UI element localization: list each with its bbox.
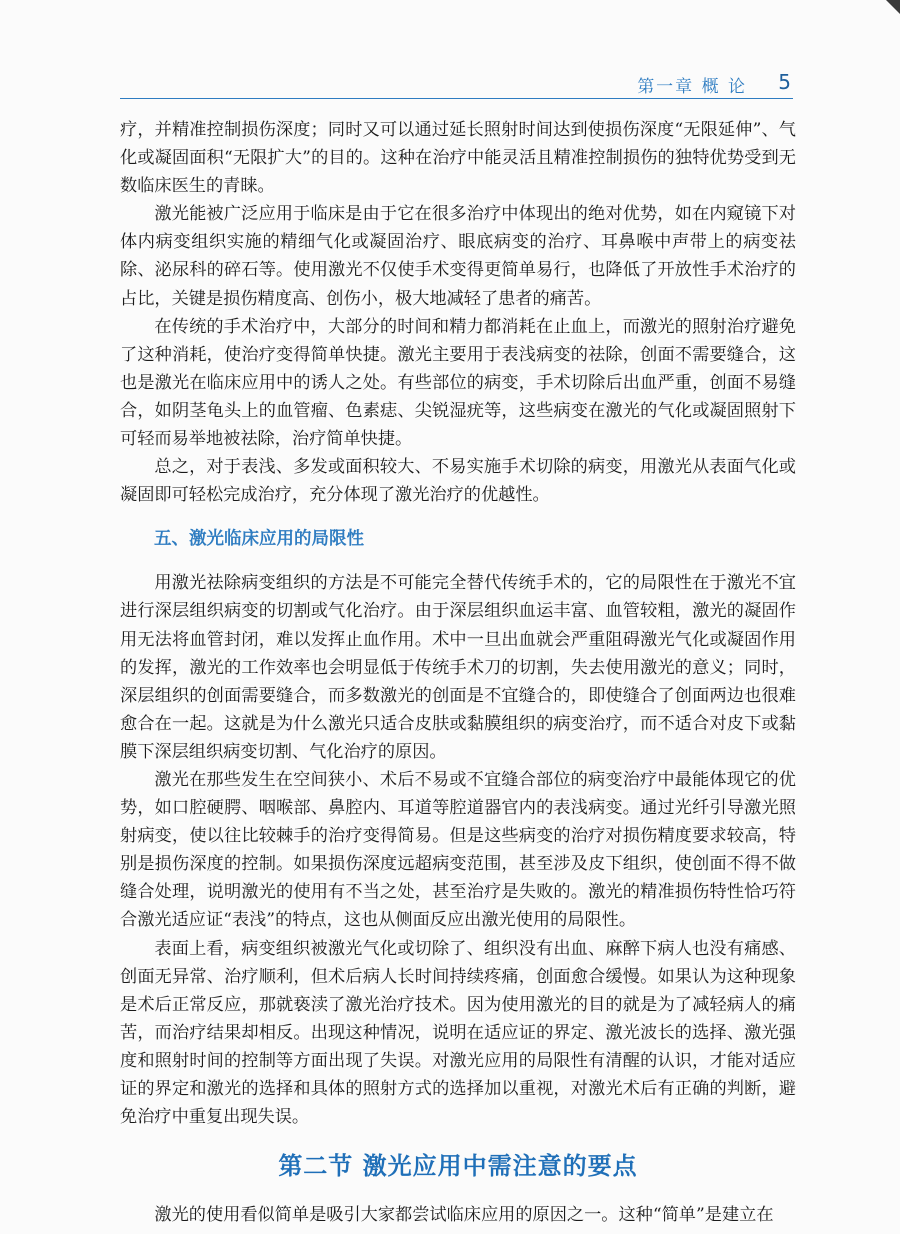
section-title: 第二节 激光应用中需注意的要点 bbox=[278, 1152, 638, 1181]
paragraph: 用激光祛除病变组织的方法是不可能完全替代传统手术的，它的局限性在于激光不宜进行深层组织病变的切割或气化治疗。由于深层组织血运丰富、血管较粗，激光的凝固作用无法将血管封闭，难以发挥止血作用。术中一旦出血就会严重阻碍激光气化或凝固作用的发挥，激光的工作效率也会明显低于传统手术刀的切割，失去使用激光的意义；同时，深层组织的创面需要缝合，而多数激光的创面是不宜缝合的，即使缝合了创面两边也很难愈合在一起。这就是为什么激光只适合皮肤或黏膜组织的病变治疗，而不适合对皮下或黏膜下深层组织病变切割、气化治疗的原因。 bbox=[120, 573, 796, 762]
paragraph: 表面上看，病变组织被激光气化或切除了、组织没有出血、麻醉下病人也没有痛感、创面无异常、治疗顺利，但术后病人长时间持续疼痛，创面愈合缓慢。如果认为这种现象是术后正常反应，那就亵渎了激光治疗技术。因为使用激光的目的就是为了减轻病人的痛苦，而治疗结果却相反。出现这种情况，说明在适应证的界定、激光波长的选择、激光强度和照射时间的控制等方面出现了失误。对激光应用的局限性有清醒的认识，才能对适应证的界定和激光的选择和具体的照射方式的选择加以重视，对激光术后有正确的判断，避免治疗中重复出现失误。 bbox=[120, 938, 796, 1128]
page-corner-mark bbox=[886, 0, 900, 14]
section-heading: 五、激光临床应用的局限性 bbox=[154, 529, 364, 550]
running-header bbox=[120, 70, 793, 98]
paragraph: 总之，对于表浅、多发或面积较大、不易实施手术切除的病变，用激光从表面气化或凝固即可轻松完成治疗，充分体现了激光治疗的优越性。 bbox=[120, 457, 796, 506]
paragraph: 激光能被广泛应用于临床是由于它在很多治疗中体现出的绝对优势，如在内窥镜下对体内病变组织实施的精细气化或凝固治疗、眼底病变的治疗、耳鼻喉中声带上的病变祛除、泌尿科的碎石等。使用激光不仅使手术变得更简单易行，也降低了开放性手术治疗的占比，关键是损伤精度高、创伤小，极大地减轻了患者的痛苦。 bbox=[120, 204, 796, 309]
paragraph-continuation: 疗，并精准控制损伤深度；同时又可以通过延长照射时间达到使损伤深度“无限延伸”、气化或凝固面积“无限扩大”的目的。这种在治疗中能灵活且精准控制损伤的独特优势受到无数临床医生的青睐。 bbox=[120, 120, 796, 197]
paragraph: 激光的使用看似简单是吸引大家都尝试临床应用的原因之一。这种“简单”是建立在 bbox=[154, 1205, 774, 1226]
paragraph: 在传统的手术治疗中，大部分的时间和精力都消耗在止血上，而激光的照射治疗避免了这种消耗，使治疗变得简单快捷。激光主要用于表浅病变的祛除，创面不需要缝合，这也是激光在临床应用中的诱人之处。有些部位的病变，手术切除后出血严重，创面不易缝合，如阴茎龟头上的血管瘤、色素痣、尖锐湿疣等，这些病变在激光的气化或凝固照射下可轻而易举地被祛除，治疗简单快捷。 bbox=[120, 316, 796, 450]
header-divider bbox=[120, 98, 793, 99]
chapter-title: 第一章 概 论 bbox=[637, 77, 747, 97]
page-number: 5 bbox=[778, 70, 791, 94]
paragraph: 激光在那些发生在空间狭小、术后不易或不宜缝合部位的病变治疗中最能体现它的优势，如口腔硬腭、咽喉部、鼻腔内、耳道等腔道器官内的表浅病变。通过光纤引导激光照射病变，使以往比较棘手的治疗变得简易。但是这些病变的治疗对损伤精度要求较高，特别是损伤深度的控制。如果损伤深度远超病变范围，甚至涉及皮下组织，使创面不得不做缝合处理，说明激光的使用有不当之处，甚至治疗是失败的。激光的精准损伤特性恰巧符合激光适应证“表浅”的特点，这也从侧面反应出激光使用的局限性。 bbox=[120, 769, 796, 931]
body-text bbox=[120, 116, 796, 1229]
